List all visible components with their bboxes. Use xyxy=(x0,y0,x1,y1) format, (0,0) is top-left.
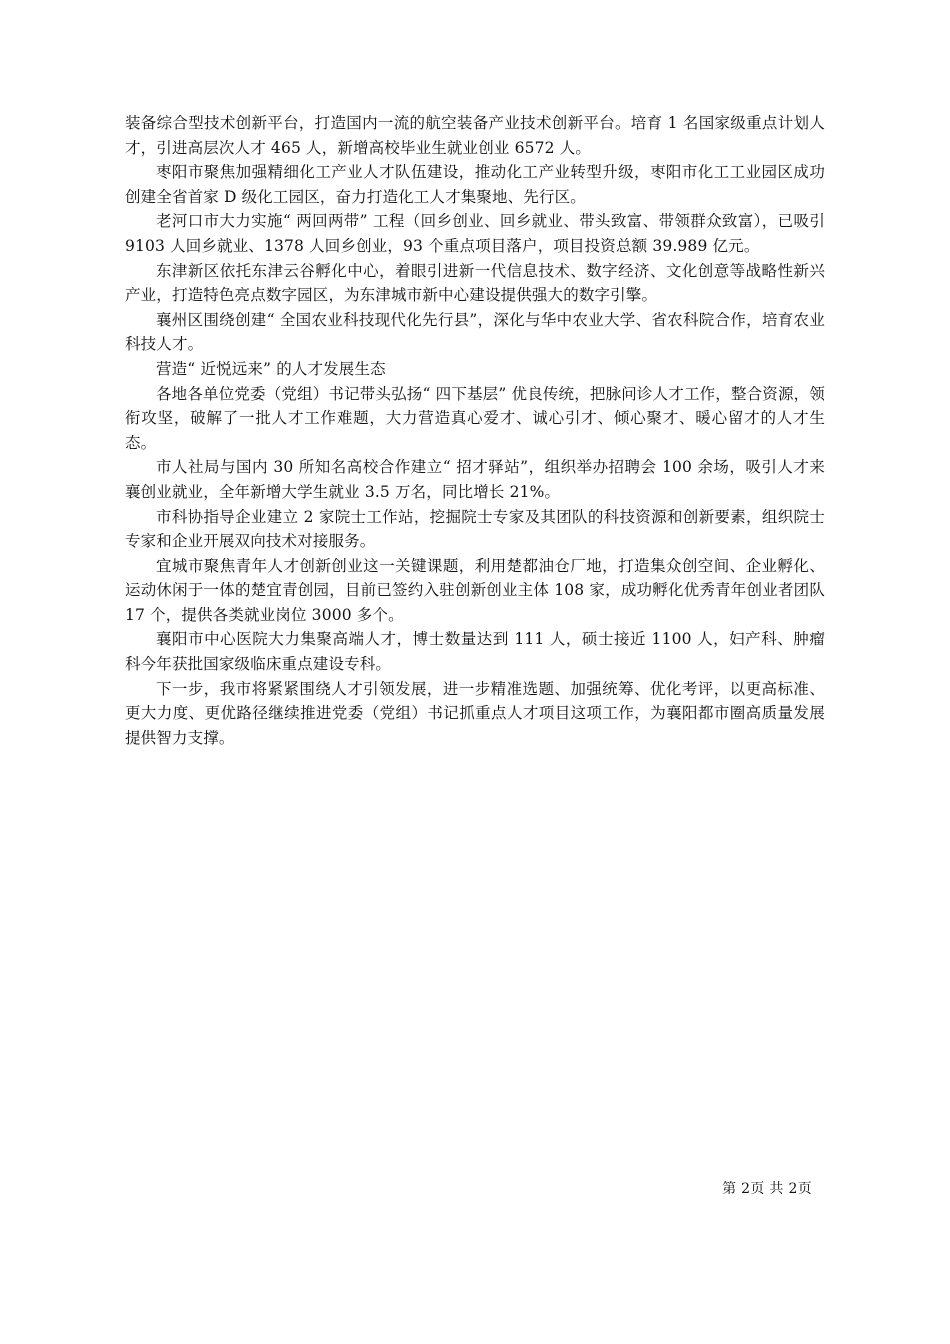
paragraph-yicheng: 宜城市聚焦青年人才创新创业这一关键课题，利用楚都油仓厂地，打造集众创空间、企业孵化、运动休闲于一体的楚宜青创园，目前已签约入驻创新创业主体 108 家，成功孵化优秀青年创业者团队 17 个，提供各类就业岗位 3000 多个。 xyxy=(125,556,825,624)
paragraph-dongjin: 东津新区依托东津云谷孵化中心，着眼引进新一代信息技术、数字经济、文化创意等战略性新兴产业，打造特色亮点数字园区，为东津城市新中心建设提供强大的数字引擎。 xyxy=(125,261,825,305)
paragraph-science-association: 市科协指导企业建立 2 家院士工作站，挖掘院士专家及其团队的科技资源和创新要素，组织院士专家和企业开展双向技术对接服务。 xyxy=(125,507,825,551)
page-number: 第 2页 共 2页 xyxy=(722,1181,812,1197)
paragraph-next-steps: 下一步，我市将紧紧围绕人才引领发展，进一步精准选题、加强统筹、优化考评，以更高标准、更大力度、更优路径继续推进党委（党组）书记抓重点人才项目这项工作，为襄阳都市圈高质量发展提供智力支撑。 xyxy=(125,679,825,747)
paragraph-central-hospital: 襄阳市中心医院大力集聚高端人才，博士数量达到 111 人，硕士接近 1100 人，妇产科、肿瘤科今年获批国家级临床重点建设专科。 xyxy=(125,630,825,674)
paragraph-hr-bureau: 市人社局与国内 30 所知名高校合作建立“ 招才驿站”，组织举办招聘会 100 余场，吸引人才来襄创业就业，全年新增大学生就业 3.5 万名，同比增长 21%。 xyxy=(125,458,825,501)
paragraph-zaoyang: 枣阳市聚焦加强精细化工产业人才队伍建设，推动化工产业转型升级，枣阳市化工工业园区成功创建全省首家 D 级化工园区，奋力打造化工人才集聚地、先行区。 xyxy=(125,163,825,206)
paragraph-xiangzhou: 襄州区围绕创建“ 全国农业科技现代化先行县”，深化与华中农业大学、省农科院合作，培育农业科技人才。 xyxy=(125,310,825,354)
paragraph-party-committees: 各地各单位党委（党组）书记带头弘扬“ 四下基层” 优良传统，把脉问诊人才工作，整合资源，领衔攻坚，破解了一批人才工作难题，大力营造真心爱才、诚心引才、倾心聚才、暖心留才的人才生态。 xyxy=(125,384,825,452)
document-body xyxy=(125,111,825,750)
paragraph-continued: 装备综合型技术创新平台，打造国内一流的航空装备产业技术创新平台。培育 1 名国家级重点计划人才，引进高层次人才 465 人，新增高校毕业生就业创业 6572 人。 xyxy=(125,114,825,157)
section-heading: 营造“ 近悦远来” 的人才发展生态 xyxy=(156,359,386,378)
paragraph-laohekou: 老河口市大力实施“ 两回两带” 工程（回乡创业、回乡就业、带头致富、带领群众致富），已吸引 9103 人回乡就业、1378 人回乡创业，93 个重点项目落户，项目投资总额 39.989 亿元。 xyxy=(125,212,825,255)
